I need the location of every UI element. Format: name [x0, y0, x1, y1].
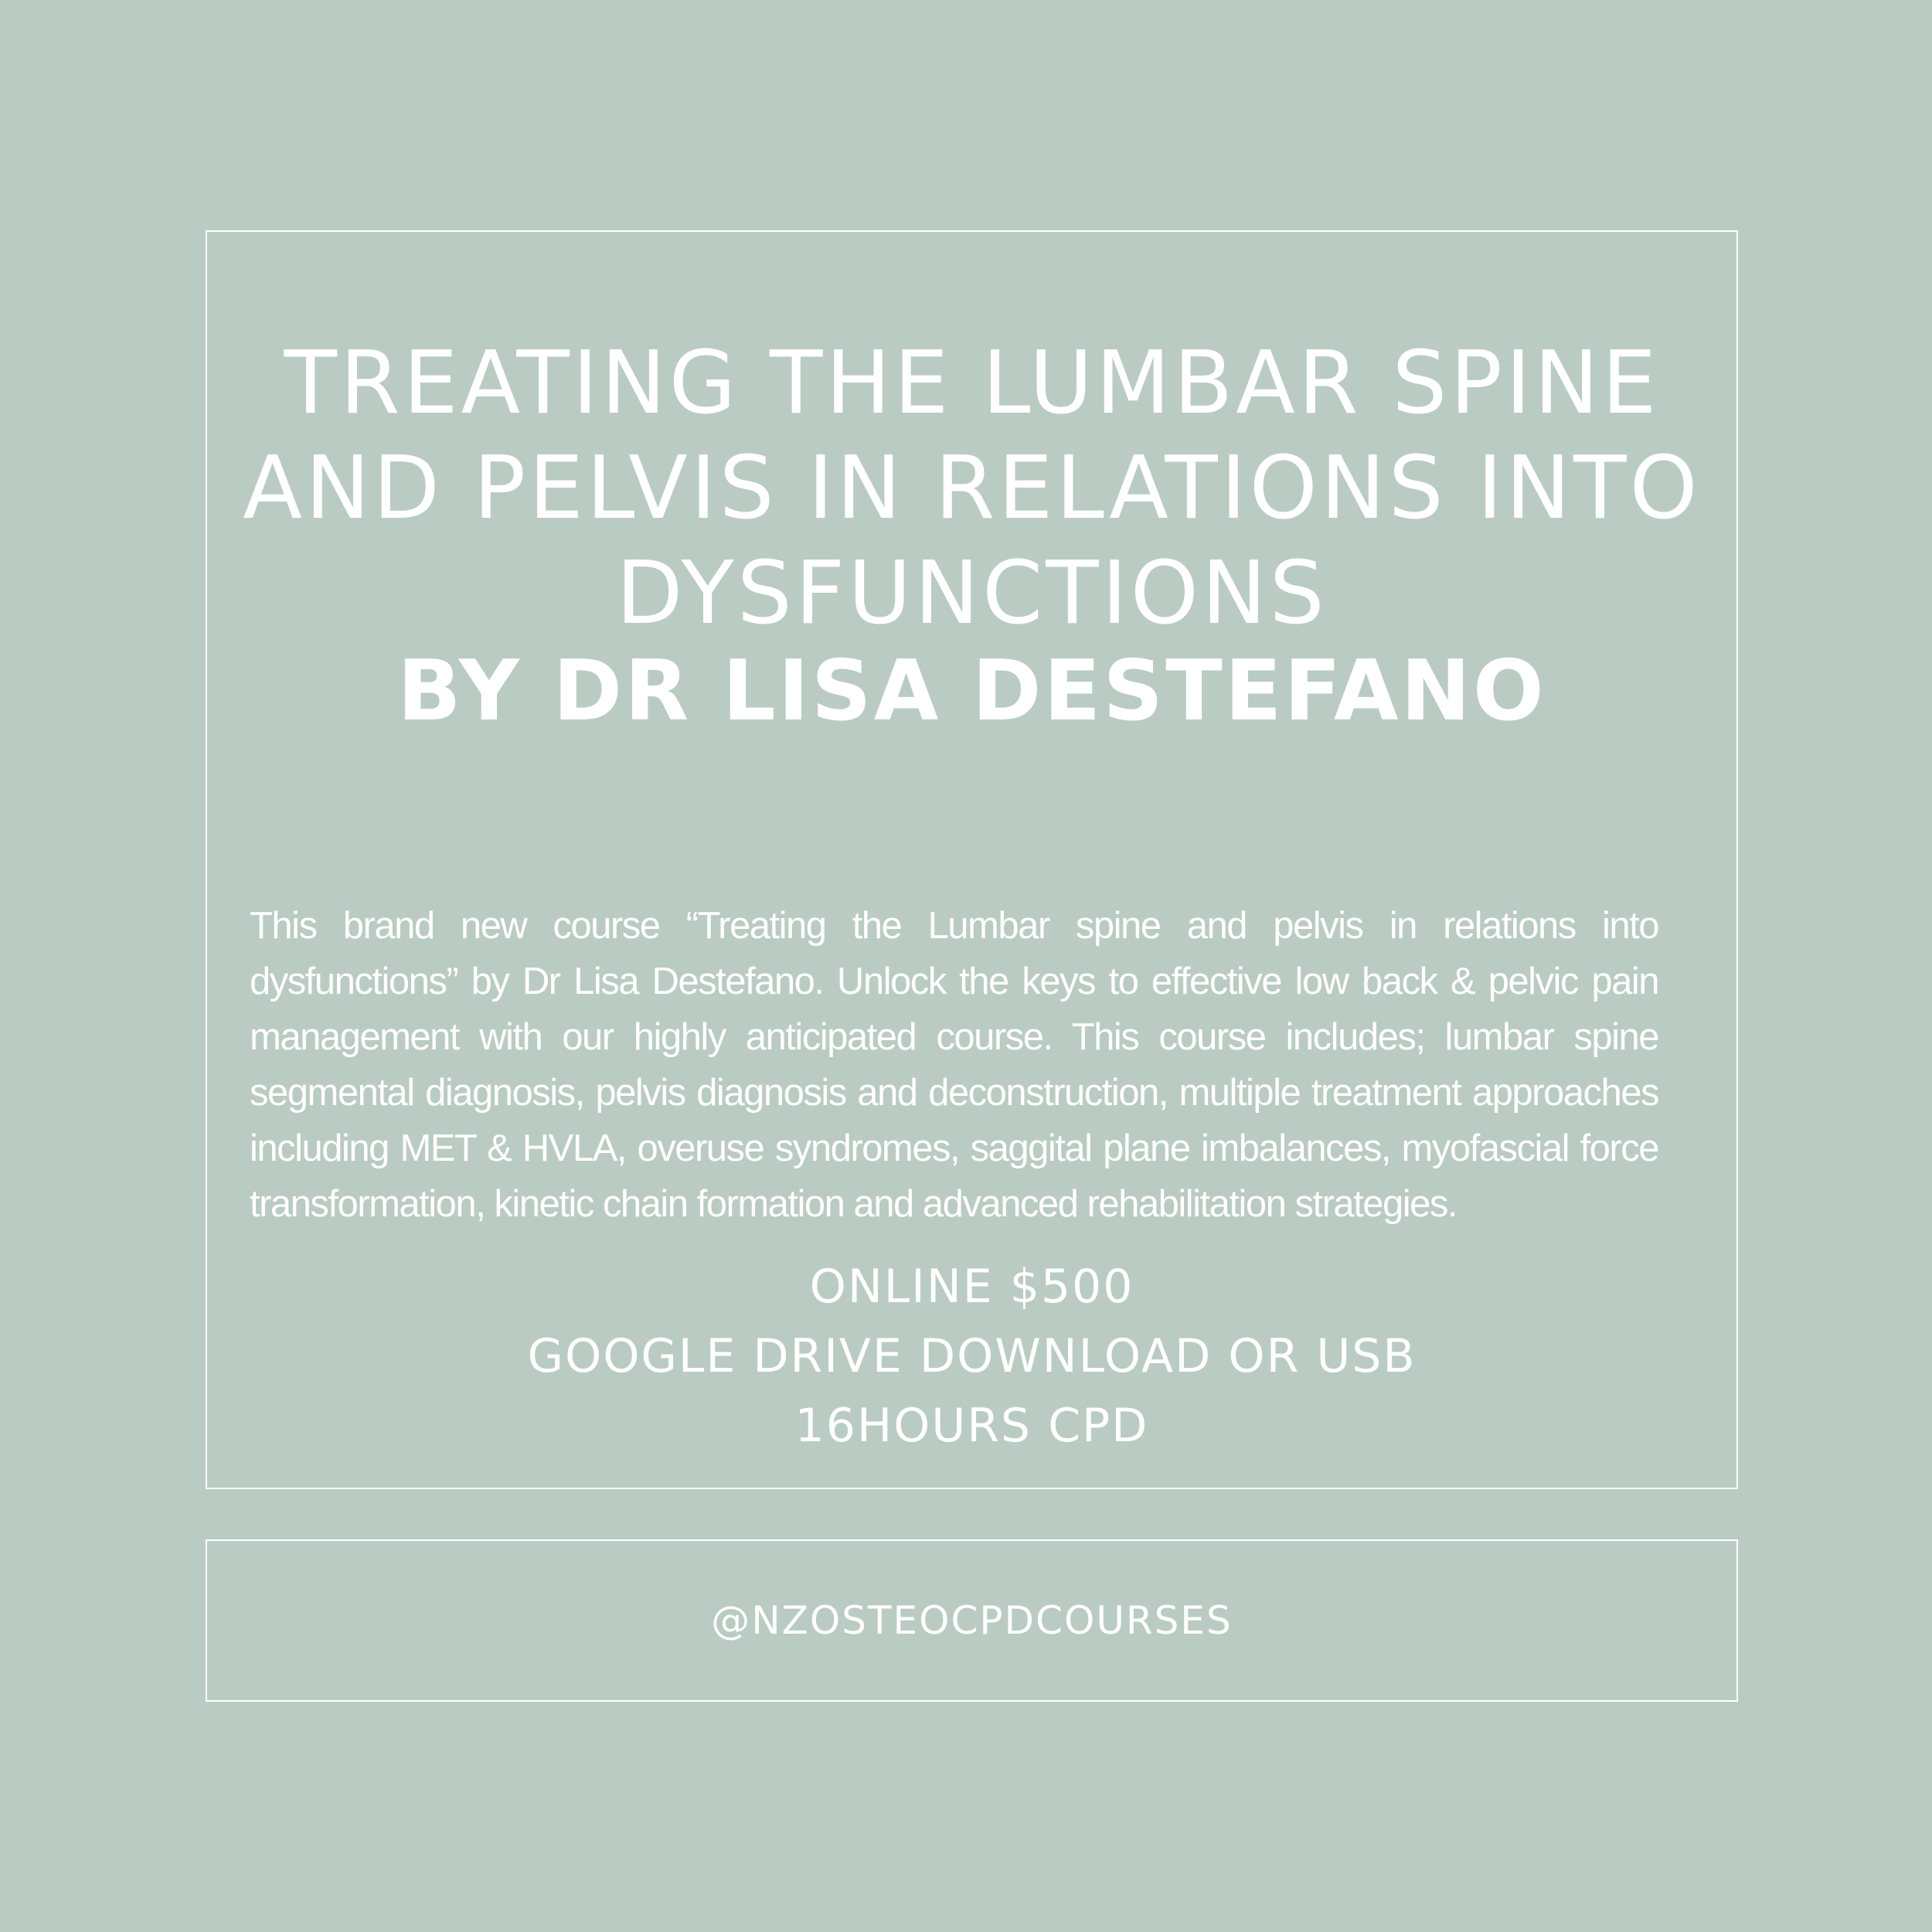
price-line: ONLINE $500 [809, 1260, 1134, 1314]
course-author: BY DR LISA DESTEFANO [397, 643, 1546, 740]
course-description: This brand new course “Treating the Lumbar spine and pelvis in relations into dysfunctions” by Dr Lisa Destefano. Unlock the keys to effective low back & pelvic pain management with our highly anticipated course. This course includes; lumbar spine segmental diagnosis, pelvis diagnosis and deconstruction, multiple treatment approaches including MET & HVLA, overuse syndromes, saggital plane imbalances, myofascial force transformation, kinetic chain formation and advanced rehabilitation strategies. [250, 905, 1658, 1225]
social-handle: @NZOSTEOCPDCOURSES [711, 1598, 1233, 1643]
social-handle-card [206, 1539, 1738, 1702]
course-details [207, 1252, 1736, 1461]
delivery-line: GOOGLE DRIVE DOWNLOAD OR USB [527, 1329, 1417, 1383]
cpd-hours-line: 16HOURS CPD [794, 1399, 1149, 1453]
course-title: TREATING THE LUMBAR SPINE AND PELVIS IN RELATIONS INTO DYSFUNCTIONS [243, 333, 1701, 644]
course-info-card [206, 230, 1738, 1489]
